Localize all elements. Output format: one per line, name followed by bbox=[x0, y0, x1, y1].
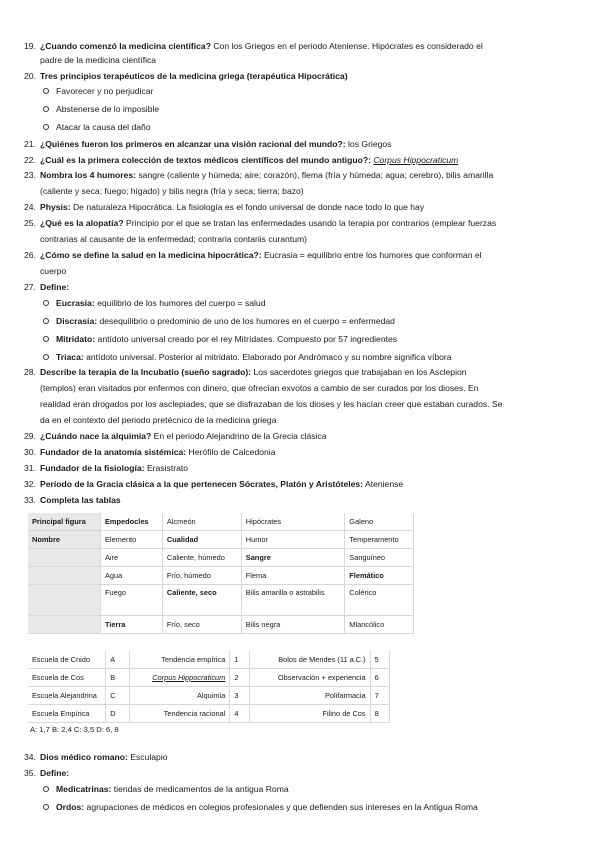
item-26-cont: cuerpo bbox=[40, 266, 67, 276]
item-19-cont: padre de la medicina científica bbox=[40, 55, 157, 65]
item-32: Período de la Gracia clásica a la que pertenecen Sócrates, Platón y Aristóteles: Ateniense bbox=[40, 479, 404, 489]
item-number: 35. bbox=[24, 768, 36, 778]
item-23-cont: (caliente y seca; fuego; hígado) y bilis negra (fría y seca; tierra; bazo) bbox=[40, 186, 304, 196]
item-24: Physis: De naturaleza Hipocrática. La fisiología es el fondo universal de donde nace todo lo que hay bbox=[40, 202, 425, 212]
item-30: Fundador de la anatomía sistémica: Herófilo de Calcedonia bbox=[40, 447, 276, 457]
bullet-icon bbox=[43, 786, 49, 792]
item-26: ¿Cómo se define la salud en la medicina hipocrática?: Eucrasia = equilibrio entre los humores que conforman el bbox=[40, 250, 482, 260]
item-25-cont: contrarias al causante de la enfermedad; contraria contariis curantum) bbox=[40, 234, 308, 244]
item-31: Fundador de la fisiología: Erasistrato bbox=[40, 463, 189, 473]
item-number: 26. bbox=[24, 250, 36, 260]
item-number: 21. bbox=[24, 139, 36, 149]
item-number: 32. bbox=[24, 479, 36, 489]
item-19: ¿Cuando comenzó la medicina científica? Con los Griegos en el periodo Ateniense. Hipócrates es considerado el bbox=[40, 41, 483, 51]
table-row: Escuela de Cos B Corpus Hippocraticum 2 Observación + experiencia 6 bbox=[28, 669, 390, 687]
item-28-cont: realidad eran drogados por los asclepiades, que se disfrazaban de los dioses y les hacían creer que estaban curados. Se bbox=[40, 399, 503, 409]
bullet-icon bbox=[43, 106, 49, 112]
bullet-icon bbox=[43, 354, 49, 360]
bullet-text: Abstenerse de lo imposible bbox=[56, 104, 160, 114]
definition: Triaca: antídoto universal. Posterior al mitridato. Elaborado por Andrómaco y su nombre significa víbora bbox=[56, 352, 452, 362]
item-21: ¿Quiénes fueron los primeros en alcanzar una visión racional del mundo?: los Griegos bbox=[40, 139, 392, 149]
schools-table bbox=[28, 651, 390, 723]
table-row: Escuela Alejandrina C Alquimia 3 Polifarmacia 7 bbox=[28, 687, 390, 705]
bullet-icon bbox=[43, 124, 49, 130]
bullet-icon bbox=[43, 88, 49, 94]
item-number: 27. bbox=[24, 282, 36, 292]
bullet-icon bbox=[43, 336, 49, 342]
item-number: 34. bbox=[24, 752, 36, 762]
item-22: ¿Cuál es la primera colección de textos médicos científicos del mundo antiguo?: Corpus Hippocraticum bbox=[40, 155, 459, 165]
table-answer: A: 1,7 B: 2,4 C: 3,5 D: 6, 8 bbox=[30, 725, 119, 734]
item-number: 31. bbox=[24, 463, 36, 473]
definition: Eucrasia: equilibrio de los humores del cuerpo = salud bbox=[56, 298, 266, 308]
item-number: 28. bbox=[24, 367, 36, 377]
item-28-cont: da en el contexto del periodo pretécnico de la medicina griega bbox=[40, 415, 277, 425]
bullet-icon bbox=[43, 318, 49, 324]
bullet-icon bbox=[43, 804, 49, 810]
item-29: ¿Cuándo nace la alquimia? En el periodo Alejandrino de la Grecia clásica bbox=[40, 431, 327, 441]
bullet-text: Favorecer y no perjudicar bbox=[56, 86, 154, 96]
item-number: 24. bbox=[24, 202, 36, 212]
item-20: Tres principios terapéuticos de la medicina griega (terapéutica Hipocrática) bbox=[40, 71, 348, 81]
bullet-icon bbox=[43, 300, 49, 306]
item-number: 20. bbox=[24, 71, 36, 81]
definition: Discrasia: desequilibrio o predominio de uno de los humores en el cuerpo = enfermedad bbox=[56, 316, 395, 326]
table-row: Tierra Frío, seco Bilis negra Mlancólico bbox=[28, 616, 414, 634]
item-28: Describe la terapia de la Incubatio (sueño sagrado): Los sacerdotes griegos que trabajaban en los Asclepion bbox=[40, 367, 467, 377]
humors-table bbox=[28, 513, 414, 634]
definition: Medicatrinas: tiendas de medicamentos de la antigua Roma bbox=[56, 784, 289, 794]
item-33: Completa las tablas bbox=[40, 495, 121, 505]
item-number: 23. bbox=[24, 170, 36, 180]
item-number: 33. bbox=[24, 495, 36, 505]
bullet-text: Atacar la causa del daño bbox=[56, 122, 151, 132]
table-row: Nombre Elemento Cualidad Humor Temperamento bbox=[28, 531, 414, 549]
table-row: Escuela de Cnido A Tendencia empírica 1 Bolos de Mendes (11 a.C.) 5 bbox=[28, 651, 390, 669]
definition: Ordos: agrupaciones de médicos en colegios profesionales y que defienden sus intereses en la Antigua Roma bbox=[56, 802, 478, 812]
definition: Mitridato: antídoto universal creado por el rey Mitrídates. Compuesto por 57 ingredientes bbox=[56, 334, 398, 344]
table-row: Aire Caliente, húmedo Sangre Sanguíneo bbox=[28, 549, 414, 567]
item-25: ¿Qué es la alopatía? Principio por el que se tratan las enfermedades usando la terapia por contrarios (emplear fuerzas bbox=[40, 218, 497, 228]
item-number: 29. bbox=[24, 431, 36, 441]
item-number: 30. bbox=[24, 447, 36, 457]
table-row: Principal figura Empedocles Alcmeón Hipócrates Galeno bbox=[28, 513, 414, 531]
table-row: Agua Frío, húmedo Flema Flemático bbox=[28, 567, 414, 585]
table-row: Escuela Empírica D Tendencia racional 4 Filino de Cos 8 bbox=[28, 705, 390, 723]
item-number: 25. bbox=[24, 218, 36, 228]
item-27: Define: bbox=[40, 282, 70, 292]
item-35: Define: bbox=[40, 768, 70, 778]
item-28-cont: (templos) eran visitados por enfermos con dinero, que ofrecían exvotos a cambio de ser curados por los dioses. En bbox=[40, 383, 479, 393]
item-34: Dios médico romano: Esculapio bbox=[40, 752, 168, 762]
item-number: 19. bbox=[24, 41, 36, 51]
table-row: Fuego Caliente, seco Bilis amarilla o astrabilis Colérico bbox=[28, 585, 414, 616]
item-23: Nombra los 4 humores: sangre (caliente y húmeda; aire; corazón), flema (fría y húmeda; agua; cerebro), bilis amarilla bbox=[40, 170, 494, 180]
item-number: 22. bbox=[24, 155, 36, 165]
